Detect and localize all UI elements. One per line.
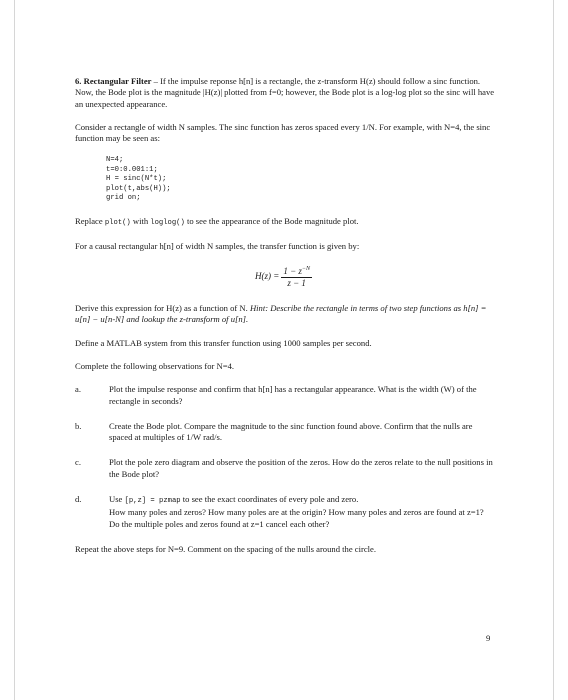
item-text (109, 494, 495, 530)
code-line: grid on; (106, 194, 141, 203)
causal-paragraph: For a causal rectangular h[n] of width N samples, the transfer function is given by: (75, 240, 360, 251)
code-line: t=0:0.001:1; (106, 165, 158, 174)
item-d-rest: How many poles and zeros? How many poles are at the origin? How many poles and zeros are found at z=1? Do the multiple poles and zeros found at z=1 cancel each other? (109, 507, 484, 529)
list-item (75, 384, 495, 407)
page-number: 9 (486, 633, 491, 643)
inline-code-pzmap: [p,z] = pzmap (124, 497, 181, 506)
transfer-function-equation (255, 264, 495, 289)
code-line: H = sinc(N*t); (106, 175, 167, 184)
list-item (75, 494, 495, 530)
equation-lhs: H(z) = (255, 270, 280, 281)
derive-paragraph (75, 303, 495, 326)
replace-mid: with (130, 215, 151, 226)
item-d-post: to see the exact coordinates of every pole and zero. (180, 494, 359, 505)
equation-denominator: z − 1 (287, 278, 306, 289)
inline-code-plot: plot() (104, 218, 131, 227)
numerator-exponent: −N (301, 266, 310, 273)
equation-fraction (281, 264, 312, 289)
consider-paragraph: Consider a rectangle of width N samples. The sinc function has zeros spaced every 1/N. For example, with N=4, the sinc function may be seen as: (75, 121, 491, 144)
item-text: Plot the impulse response and confirm that h[n] has a rectangular appearance. What is the width (W) of the rectangle in seconds? (109, 384, 477, 406)
repeat-paragraph: Repeat the above steps for N=9. Comment on the spacing of the nulls around the circle. (75, 543, 377, 554)
define-paragraph: Define a MATLAB system from this transfer function using 1000 samples per second. (75, 337, 372, 348)
item-text: Plot the pole zero diagram and observe the position of the zeros. How do the zeros relate to the null positions in the Bode plot? (109, 457, 493, 479)
list-item (75, 421, 495, 444)
item-d-pre: Use (109, 494, 125, 505)
equation-numerator (281, 264, 312, 278)
replace-paragraph (75, 216, 495, 229)
page-right-border (553, 0, 554, 700)
derive-text: Derive this expression for H(z) as a function of N. (75, 303, 250, 314)
problem-intro-text: – If the impulse reponse h[n] is a rectangle, the z-transform H(z) should follow a sinc function. Now, the Bode plot is the magnitude |H(z)| plotted from f=0; however, the Bode plot is a log-log plot so the sinc will have an unexpected appearance. (75, 76, 495, 109)
replace-pre: Replace (75, 215, 105, 226)
problem-intro (75, 76, 495, 110)
item-label: a. (75, 384, 81, 395)
code-line: plot(t,abs(H)); (106, 184, 171, 193)
inline-code-loglog: loglog() (150, 218, 185, 227)
complete-paragraph: Complete the following observations for N=4. (75, 361, 235, 371)
page-left-border (14, 0, 15, 700)
item-label: c. (75, 457, 81, 468)
item-label: b. (75, 420, 82, 431)
numerator-text: 1 − z (283, 266, 302, 277)
problem-title: Rectangular Filter (83, 76, 152, 86)
replace-post: to see the appearance of the Bode magnitude plot. (184, 215, 359, 226)
item-label: d. (75, 494, 82, 505)
item-text: Create the Bode plot. Compare the magnitude to the sinc function found above. Confirm that the nulls are spaced at multiples of 1/W rad/s. (109, 420, 473, 443)
problem-number: 6. (75, 76, 82, 86)
code-line: N=4; (106, 156, 124, 165)
list-item (75, 457, 495, 480)
document-body (75, 76, 495, 567)
derive-hint: Hint: Describe the rectangle in terms of two step functions as h[n] = u[n] − u[n-N] and lookup the z-transform of u[n]. (75, 303, 487, 325)
code-block (106, 156, 495, 203)
